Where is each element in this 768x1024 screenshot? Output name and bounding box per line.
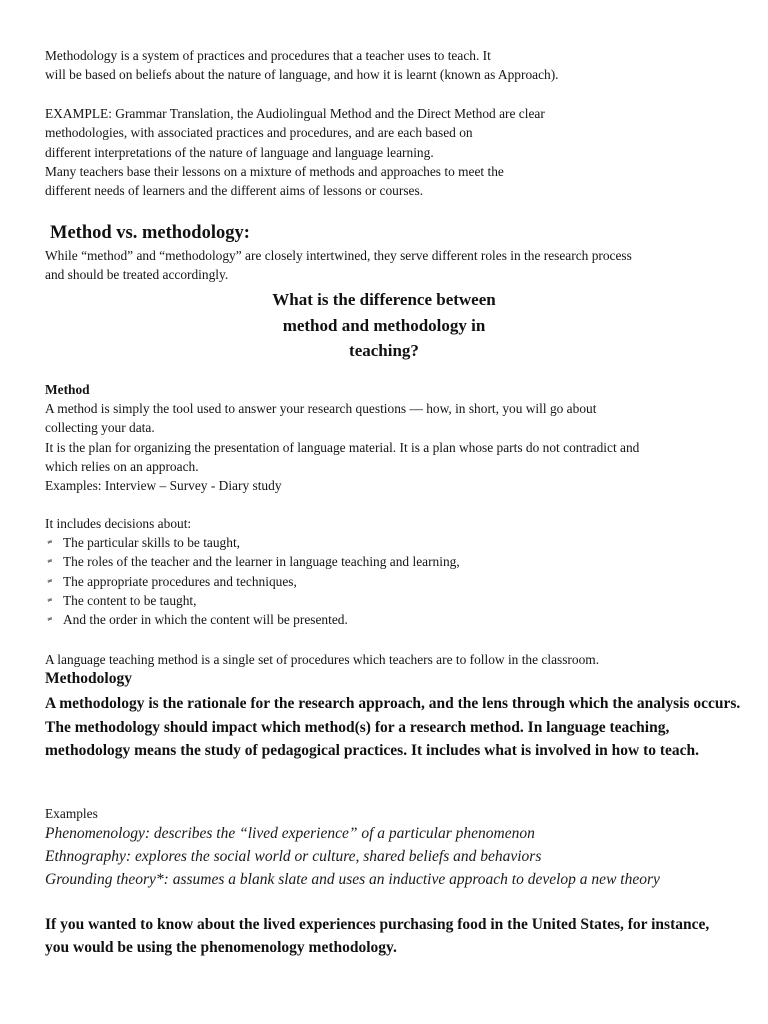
list-item-text: The roles of the teacher and the learner in language teaching and learning, bbox=[63, 554, 460, 570]
example-item-phenomenology: Phenomenology: describes the “lived experience” of a particular phenomenon bbox=[45, 825, 535, 842]
bullet-icon: ≠ bbox=[47, 576, 53, 585]
bullet-icon: ≠ bbox=[47, 538, 53, 546]
list-item bbox=[45, 552, 460, 571]
list-item-text: The particular skills to be taught, bbox=[63, 535, 241, 550]
list-item bbox=[45, 591, 460, 610]
decisions-list bbox=[45, 533, 460, 629]
intro-paragraph-2: EXAMPLE: Grammar Translation, the Audiolingual Method and the Direct Method are clear methodologies, with associated practices and procedures, and are each based on different interpretations of the nature of language and language learning. Many teachers base their lessons on a mixture of methods and approaches to meet the different needs of learners and the different aims of lessons or courses. bbox=[45, 106, 545, 199]
method-vs-methodology-heading: Method vs. methodology: bbox=[50, 223, 250, 243]
method-vs-methodology-text: While “method” and “methodology” are closely intertwined, they serve different roles in the research process and should be treated accordingly. bbox=[45, 248, 632, 283]
examples-label: Examples bbox=[45, 806, 98, 821]
methodology-label: Methodology bbox=[45, 670, 132, 687]
method-summary: A language teaching method is a single set of procedures which teachers are to follow in the classroom. bbox=[45, 652, 600, 667]
question-heading: What is the difference between method and methodology in teaching? bbox=[272, 290, 496, 360]
bullet-icon: ≠ bbox=[47, 615, 53, 624]
methodology-definition: A methodology is the rationale for the research approach, and the lens through which the analysis occurs. The methodology should impact which method(s) for a research method. In language teaching, methodology means the study of pedagogical practices. It includes what is involved in how to teach. bbox=[45, 695, 741, 759]
example-item-grounding-theory: Grounding theory*: assumes a blank slate and uses an inductive approach to develop a new theory bbox=[45, 871, 660, 888]
list-item bbox=[45, 533, 460, 552]
method-label: Method bbox=[45, 382, 90, 397]
example-item-ethnography: Ethnography: explores the social world or culture, shared beliefs and behaviors bbox=[45, 848, 542, 865]
closing-statement: If you wanted to know about the lived experiences purchasing food in the United States, for instance, you would be using the phenomenology methodology. bbox=[45, 916, 710, 956]
list-item-text: The content to be taught, bbox=[63, 592, 197, 608]
list-item-text: The appropriate procedures and techniques, bbox=[63, 573, 297, 589]
decisions-intro: It includes decisions about: bbox=[45, 516, 192, 531]
method-definition: A method is simply the tool used to answer your research questions — how, in short, you will go about collecting your data. It is the plan for organizing the presentation of language material. It is a plan whose parts do not contradict and which relies on an approach. Examples: Interview – Survey - Diary study bbox=[45, 401, 640, 494]
intro-paragraph-1: Methodology is a system of practices and procedures that a teacher uses to teach. It will be based on beliefs about the nature of language, and how it is learnt (known as Approach). bbox=[45, 48, 559, 83]
bullet-icon: ≠ bbox=[47, 595, 53, 604]
list-item bbox=[45, 610, 460, 629]
bullet-icon: ≠ bbox=[47, 557, 53, 566]
list-item bbox=[45, 572, 460, 591]
list-item-text: And the order in which the content will be presented. bbox=[63, 612, 348, 628]
